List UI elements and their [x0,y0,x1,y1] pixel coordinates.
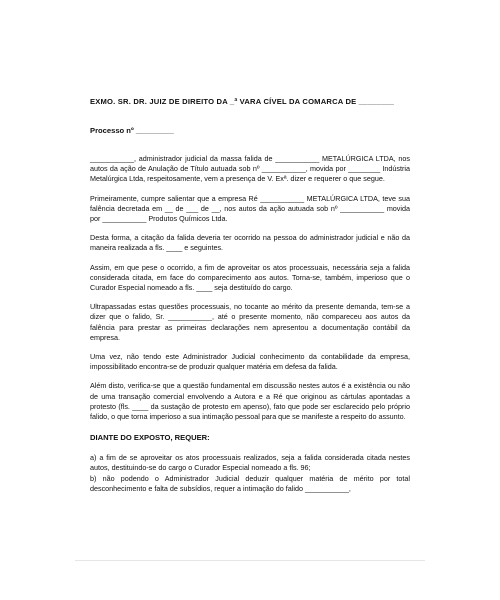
document-body [90,96,410,494]
page-bottom-rule [75,560,425,561]
paragraph-merit: Ultrapassadas estas questões processuais, no tocante ao mérito da presente demanda, tem-se a dizer que o falido, Sr. ___________, até o presente momento, não compareceu aos autos da falência para prestar as primeiras declarações nem apresentou a documentação contábil da empresa. [90,302,410,342]
paragraph-curator: Assim, em que pese o ocorrido, a fim de aproveitar os atos processuais, necessária seja a falida considerada citada, em face do comparecimento aos autos. Torna-se, também, imperioso que o Curador Especial nomeado a fls. ____ seja destituído do cargo. [90,262,410,293]
request-item-b: b) não podendo o Administrador Judicial deduzir qualquer matéria de mérito por total desconhecimento e falta de subsídios, requer a intimação do falido ___________, [90,473,410,493]
paragraph-transaction: Além disto, verifica-se que a questão fundamental em discussão nestes autos é a existência ou não de uma transação comercial envolvendo a Autora e a Ré que originou as cártulas apontadas a protesto (fls. ____ da sustação de protesto em apenso), fato que pode ser esclarecido pelo próprio falido, o que torna imperioso a sua intimação pessoal para que se manifeste a respeito do assunto. [90,381,410,422]
case-number: Processo nº _________ [90,126,174,135]
paragraph-introduction: ___________, administrador judicial da massa falida de ___________ METALÚRGICA LTDA, nos autos da ação de Anulação de Título autuada sob nº ___________, movida por ________ Indústria Metalúrgica Ltda, respeitosamente, vem a presença de V. Exª. dizer e requerer o que segue. [90,154,410,184]
requests-heading: DIANTE DO EXPOSTO, REQUER: [90,433,210,443]
paragraph-accounting: Uma vez, não tendo este Administrador Judicial conhecimento da contabilidade da empresa, impossibilitado encontra-se de produzir qualquer matéria em defesa da falida. [90,352,410,372]
request-item-a: a) a fim de se aproveitar os atos processuais realizados, seja a falida considerada citada nestes autos, destituindo-se do cargo o Curador Especial nomeado a fls. 96; [90,453,410,473]
paragraph-bankruptcy: Primeiramente, cumpre salientar que a empresa Ré ___________ METALÚRGICA LTDA, teve sua falência decretada em __ de ___ de __, nos autos da ação autuada sob nº ___________ movida por ___________ Produtos Químicos Ltda. [90,193,410,224]
paragraph-citation: Desta forma, a citação da falida deveria ter ocorrido na pessoa do administrador judicial e não da maneira realizada a fls. ____ e seguintes. [90,233,410,253]
court-heading: EXMO. SR. DR. JUIZ DE DIREITO DA _ª VARA CÍVEL DA COMARCA DE ________ [90,97,395,106]
